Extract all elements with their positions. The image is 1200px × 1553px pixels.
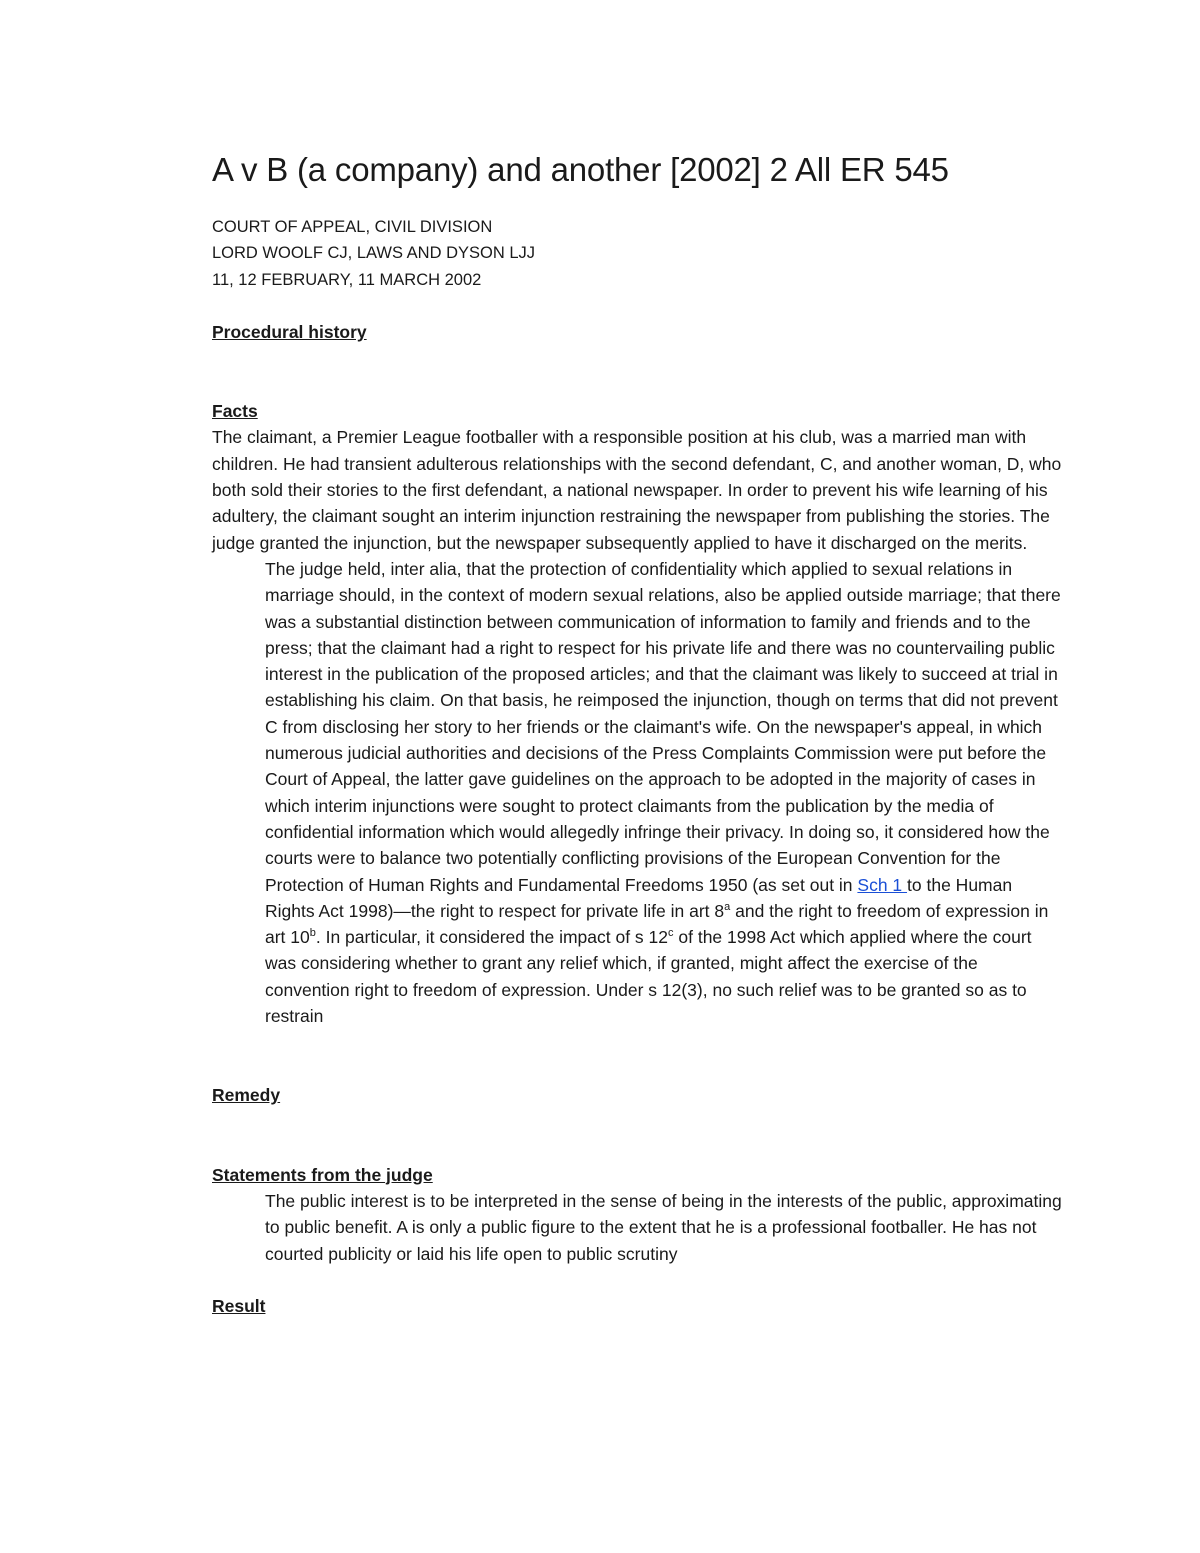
- facts-detail-part3: and the right to freedom of expression in art 10: [265, 900, 1049, 948]
- footnote-b: b: [309, 927, 316, 940]
- facts-detail-part2: to the Human Rights Act 1998)—the right to respect for private life in art 8: [265, 874, 1013, 921]
- case-meta: [212, 214, 1062, 293]
- statements-text: The public interest is to be interpreted in the sense of being in the interests of the public, approximating to public benefit. A is only a public figure to the extent that he is a professional footballer. He has not courted publicity or laid his life open to public scrutiny: [265, 1190, 1062, 1264]
- document-page: [212, 148, 1062, 1319]
- heading-facts: Facts: [212, 401, 258, 422]
- facts-summary: The claimant, a Premier League footballer with a responsible position at his club, was a married man with children. He had transient adulterous relationships with the second defendant, C, and another woman, D, who both sold their stories to the first defendant, a national newspaper. In order to prevent his wife learning of his adultery, the claimant sought an interim injunction restraining the newspaper from publishing the stories. The judge granted the injunction, but the newspaper subsequently applied to have it discharged on the merits.: [212, 427, 1062, 553]
- facts-detail-part1: The judge held, inter alia, that the protection of confidentiality which applied to sexual relations in marriage should, in the context of modern sexual relations, also be applied outside marriage; that there was a substantial distinction between communication of information to family and friends and to the press; that the claimant had a right to respect for his private life and there was no countervailing public interest in the publication of the proposed articles; and that the claimant was likely to succeed at trial in establishing his claim. On that basis, he reimposed the injunction, though on terms that did not prevent C from disclosing her story to her friends or the claimant's wife. On the newspaper's appeal, in which numerous judicial authorities and decisions of the Press Complaints Commission were put before the Court of Appeal, the latter gave guidelines on the approach to be adopted in the majority of cases in which interim injunctions were sought to protect claimants from the publication by the media of confidential information which would allegedly infringe their privacy. In doing so, it considered how the courts were to balance two potentially conflicting provisions of the European Convention for the Protection of Human Rights and Fundamental Freedoms 1950 (as set out in: [265, 558, 1061, 895]
- dates-line: 11, 12 FEBRUARY, 11 MARCH 2002: [212, 270, 482, 289]
- heading-result: Result: [212, 1295, 266, 1316]
- facts-detail-part4: . In particular, it considered the impact of s 12: [315, 927, 669, 948]
- facts-detail-part5: of the 1998 Act which applied where the court was considering whether to grant any relief which, if granted, might affect the exercise of the convention right to freedom of expression. Under s 12(3), no such relief was to be granted so as to restrain: [265, 927, 1032, 1027]
- footnote-a: a: [724, 901, 731, 913]
- heading-statements: Statements from the judge: [212, 1164, 433, 1185]
- heading-procedural-history: Procedural history: [212, 321, 367, 342]
- judges-line: LORD WOOLF CJ, LAWS AND DYSON LJJ: [212, 244, 536, 263]
- court-line: COURT OF APPEAL, CIVIL DIVISION: [212, 218, 493, 236]
- heading-remedy: Remedy: [212, 1085, 281, 1106]
- case-title: A v B (a company) and another [2002] 2 All ER 545: [212, 151, 949, 188]
- sch-1-link[interactable]: Sch 1: [857, 874, 908, 895]
- footnote-c: c: [668, 927, 674, 940]
- facts-detail: [212, 556, 1062, 1029]
